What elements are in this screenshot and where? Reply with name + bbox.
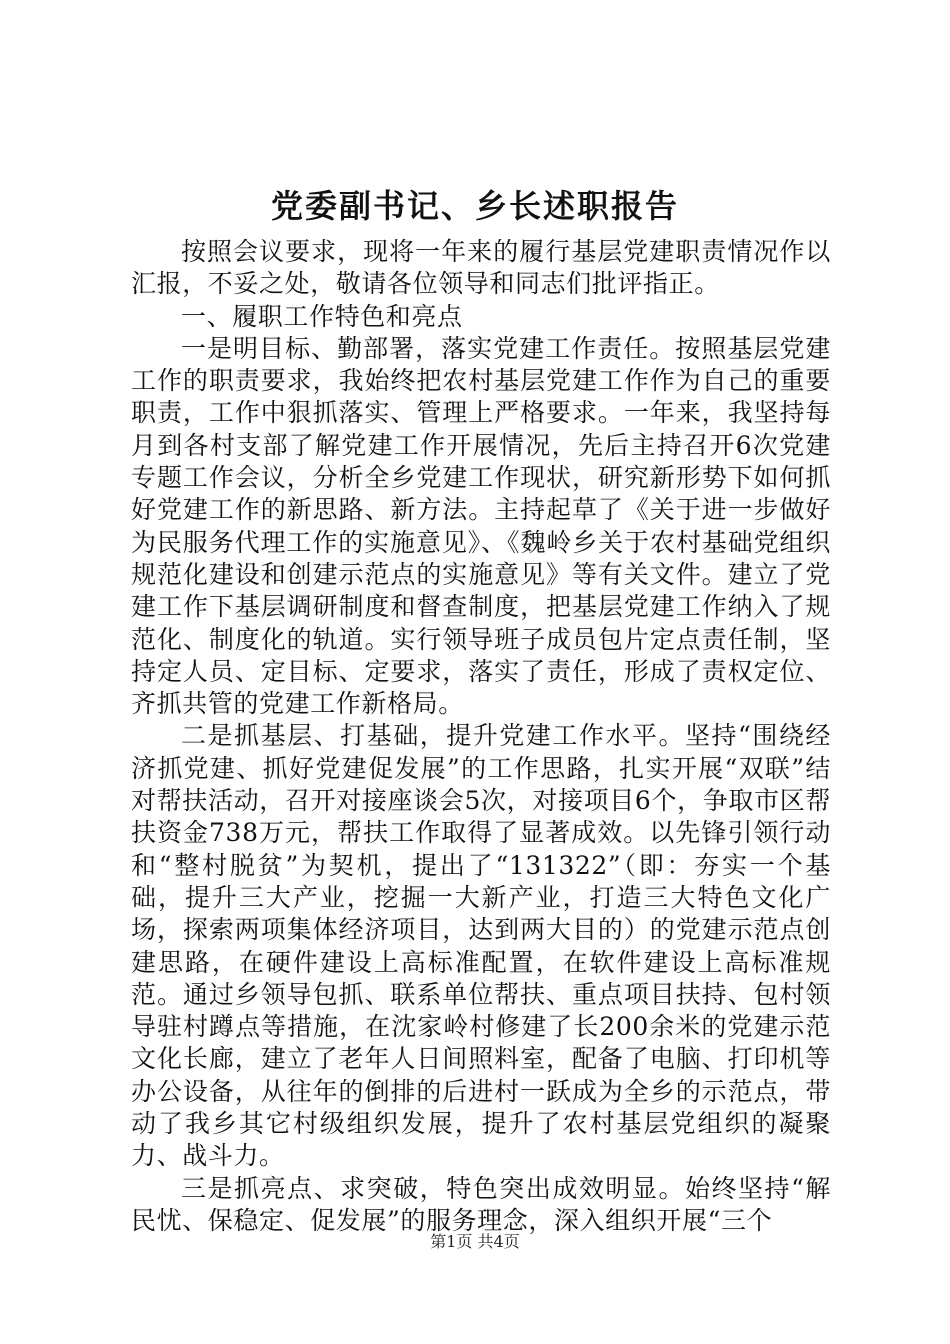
page-footer: 第1页 共4页	[430, 1232, 520, 1251]
document-title: 党委副书记、乡长述职报告	[270, 187, 679, 225]
section-heading: 一、履职工作特色和亮点	[181, 301, 463, 331]
paragraph-two: 二是抓基层、打基础，提升党建工作水平。坚持“围绕经济抓党建、抓好党建促发展”的工作思路，扎实开展“双联”结对帮扶活动，召开对接座谈会5次，对接项目6个，争取市区帮扶资金738万元，帮扶工作取得了显著成效。以先锋引领行动和“整村脱贫”为契机，提出了“131322”（即：夯实一个基础，提升三大产业，挖掘一大新产业，打造三大特色文化广场，探索两项集体经济项目，达到两大目的）的党建示范点创建思路，在硬件建设上高标准配置，在软件建设上高标准规范。通过乡领导包抓、联系单位帮扶、重点项目扶持、包村领导驻村蹲点等措施，在沈家岭村修建了长200余米的党建示范文化长廊，建立了老年人日间照料室，配备了电脑、打印机等办公设备，从往年的倒排的后进村一跃成为全乡的示范点，带动了我乡其它村级组织发展，提升了农村基层党组织的凝聚力、战斗力。	[131, 721, 831, 1171]
paragraph-three: 三是抓亮点、求突破，特色突出成效明显。始终坚持“解民忧、保稳定、促发展”的服务理念，深入组织开展“三个	[131, 1173, 831, 1235]
paragraph-one: 一是明目标、勤部署，落实党建工作责任。按照基层党建工作的职责要求，我始终把农村基层党建工作作为自己的重要职责，工作中狠抓落实、管理上严格要求。一年来，我坚持每月到各村支部了解党建工作开展情况，先后主持召开6次党建专题工作会议，分析全乡党建工作现状，研究新形势下如何抓好党建工作的新思路、新方法。主持起草了《关于进一步做好为民服务代理工作的实施意见》、《魏岭乡关于农村基础党组织规范化建设和创建示范点的实施意见》等有关文件。建立了党建工作下基层调研制度和督查制度，把基层党建工作纳入了规范化、制度化的轨道。实行领导班子成员包片定点责任制，坚持定人员、定目标、定要求，落实了责任，形成了责权定位、齐抓共管的党建工作新格局。	[131, 333, 831, 719]
paragraph-intro: 按照会议要求，现将一年来的履行基层党建职责情况作以汇报，不妥之处，敬请各位领导和同志们批评指正。	[131, 237, 831, 299]
document-body	[131, 236, 831, 1237]
